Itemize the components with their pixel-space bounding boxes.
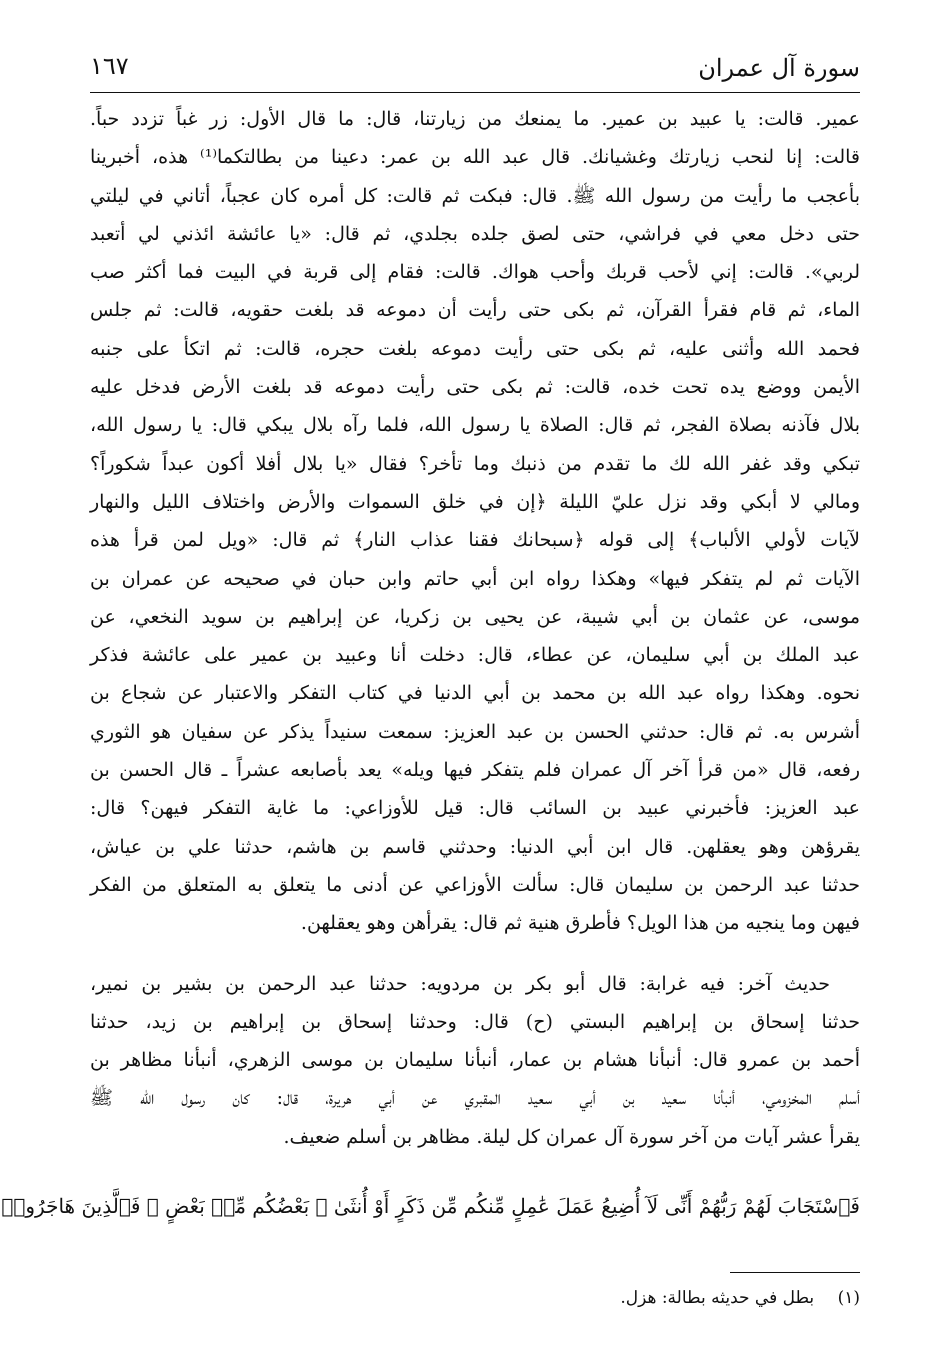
text-line: الآيات ثم لم يتفكر فيها» وهكذا رواه ابن أبي حاتم وابن حبان في صحيحه عن عمران بن (90, 567, 860, 590)
text-line: قالت: إنا لنحب زيارتك وغشيانك. قال عبد الله بن عمر: دعينا من بطالتكما⁽¹⁾ هذه، أخبرينا (90, 146, 860, 169)
text-line: موسى، عن عثمان بن أبي شيبة، عن يحيى بن زكريا، عن إبراهيم بن سويد النخعي، عن (90, 605, 860, 628)
text-line: أحمد بن عمرو قال: أنبأنا هشام بن عمار، أنبأنا سليمان بن موسى الزهري، أنبأنا مظاهر بن (90, 1049, 860, 1072)
text-line: حتى دخل معي في فراشي، حتى لصق جلده بجلدي، ثم قال: «يا عائشة ائذني لي أتعبد (90, 222, 860, 245)
text-line: يقرأ عشر آيات من آخر سورة آل عمران كل ليلة. مظاهر بن أسلم ضعيف. (283, 1125, 860, 1148)
text-line: فحمد الله وأثنى عليه، ثم بكى حتى رأيت دموعه بلغت حجره، قالت: ثم اتكأ على جنبه (90, 337, 860, 360)
text-line: حدثنا عبد الرحمن بن سليمان قال: سألت الأوزاعي عن أدنى ما يتعلق به المتعلق من الفكر (90, 873, 860, 896)
page-body (1, 100, 860, 1228)
footnote-text: بطل في حديثه بطالة: هزل. (620, 1288, 815, 1308)
text-line: حدثنا إسحاق بن إبراهيم البستي (ح) قال: وحدثنا إسحاق بن إبراهيم بن زيد، حدثنا (90, 1010, 860, 1033)
text-line: عبد العزيز: فأخبرني عبيد بن السائب قال: قيل للأوزاعي: ما غاية التفكر فيهن؟ قال: (90, 797, 860, 820)
text-line: بأعجب ما رأيت من رسول الله ﷺ. قال: فبكت ثم قالت: كل أمره كان عجباً، أتاني في ليلتي (90, 184, 860, 207)
text-line: حديث آخر: فيه غرابة: قال أبو بكر بن مردويه: حدثنا عبد الرحمن بن بشير بن نمير، (90, 972, 830, 995)
quran-verse: فَٱسْتَجَابَ لَهُمْ رَبُّهُمْ أَنِّى لَآ أُضِيعُ عَمَلَ عَٰمِلٍ مِّنكُم مِّن ذَكَرٍ أَوْ أُنثَىٰ ۖ بَعْضُكُم مِّنۢ بَعْضٍ ۖ فَٱلَّذِينَ هَاجَرُوا۟ (1, 1194, 860, 1219)
footnote (90, 1285, 860, 1311)
running-header (90, 50, 860, 84)
text-line: عبد الملك بن أبي سليمان، عن عطاء، قال: دخلت أنا وعبيد بن عمير على عائشة فذكر (90, 644, 860, 667)
paragraph-hadith-aisha (90, 100, 860, 943)
page-number: ١٦٧ (90, 52, 129, 80)
text-line: لآيات لأولي الألباب﴾ إلى قوله ﴿سبحانك فقنا عذاب النار﴾ ثم قال: «ويل لمن قرأ هذه (90, 529, 860, 552)
text-line: أشرس به. ثم قال: حدثني الحسن بن عبد العزيز: سمعت سنيداً يذكر عن سفيان هو الثوري (90, 720, 860, 743)
text-line: فيهن وما ينجيه من هذا الويل؟ فأطرق هنية ثم قال: يقرأهن وهو يعقلهن. (300, 912, 860, 935)
surah-title: سورة آل عمران (698, 54, 860, 82)
text-line: بلال فآذنه بصلاة الفجر، ثم قال: الصلاة يا رسول الله، فلما رآه بلال يبكي قال: يا رسول الله، (90, 414, 860, 437)
text-line: أسلم المخزومي، أنبأنا سعيد بن أبي سعيد المقبري عن أبي هريرة، قال: كان رسول الله ﷺ (90, 1087, 860, 1110)
text-line: تبكي وقد غفر الله لك ما تقدم من ذنبك وما تأخر؟ فقال «يا بلال أفلا أكون عبداً شكوراً؟ (90, 452, 860, 475)
footnote-rule (730, 1272, 860, 1273)
text-line: نحوه. وهكذا رواه عبد الله بن محمد بن أبي الدنيا في كتاب التفكر والاعتبار عن شجاع بن (90, 682, 860, 705)
header-rule (90, 92, 860, 93)
text-line: الماء، ثم قام فقرأ القرآن، ثم بكى حتى رأيت أن دموعه قد بلغت حقويه، قالت: ثم جلس (90, 299, 860, 322)
book-page (1, 40, 860, 1340)
text-line: يقرؤهن وهو يعقلهن. قال ابن أبي الدنيا: وحدثني قاسم بن هاشم، حدثنا علي بن عياش، (90, 835, 860, 858)
text-line: الأيمن ووضع يده تحت خده، قالت: ثم بكى حتى رأيت دموعه قد بلغت الأرض فدخل عليه (90, 376, 860, 399)
text-line: رفعه، قال «من قرأ آخر آل عمران فلم يتفكر فيها ويله» يعد بأصابعه عشراً ـ قال الحسن بن (90, 759, 860, 782)
text-line: عمير. قالت: يا عبيد بن عمير. ما يمنعك من زيارتنا، قال: ما قال الأول: زر غباً تزدد حباً. (90, 108, 860, 130)
paragraph-hadith-abu-hurayra (90, 965, 860, 1156)
footnote-number: (١) (837, 1288, 860, 1308)
text-line: ومالي لا أبكي وقد نزل عليّ الليلة ﴿إن في خلق السموات والأرض واختلاف الليل والنهار (90, 490, 860, 513)
text-line: لربي». قالت: إني لأحب قربك وأحب هواك. قالت: فقام إلى قربة في البيت فما أكثر صب (90, 261, 860, 284)
